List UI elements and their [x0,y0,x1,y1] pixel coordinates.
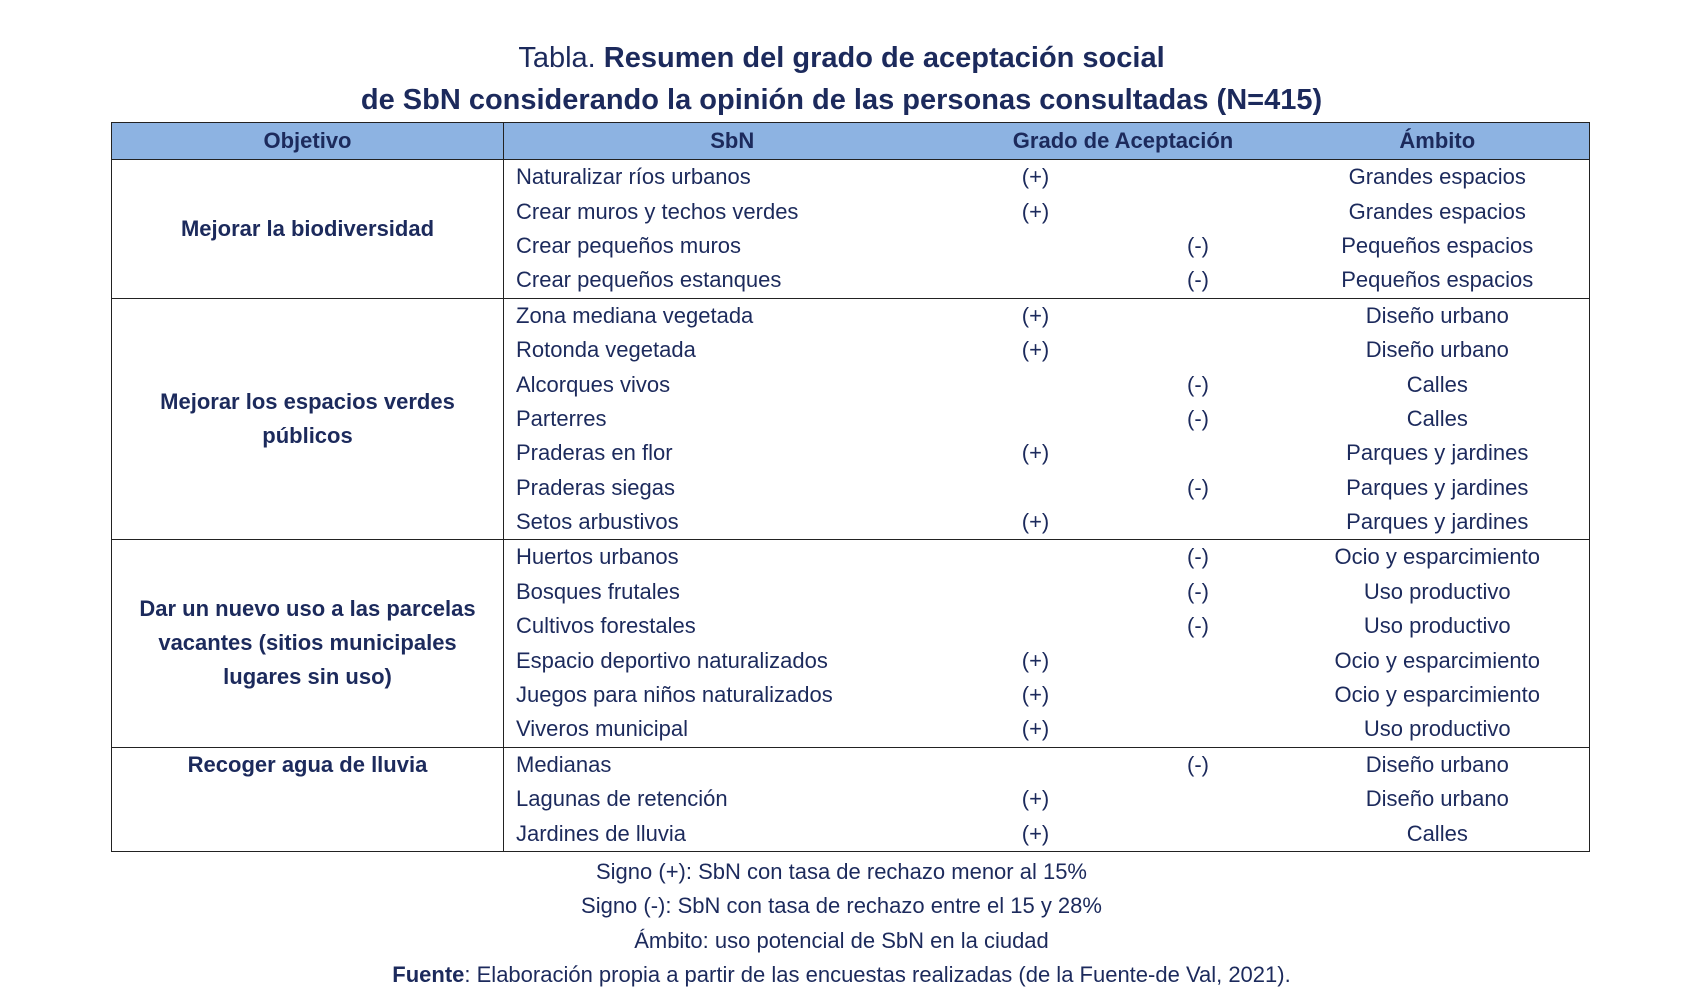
ambito-cell: Ocio y esparcimiento [1286,678,1590,712]
plus-cell [961,540,1111,575]
plus-cell: (+) [1021,647,1050,673]
title-bold-line1: Resumen del grado de aceptación social [603,42,1165,74]
sbn-cell: Espacio deportivo naturalizados [516,647,828,673]
note-plus: Signo (+): SbN con tasa de rechazo menor al 15% [596,859,1087,884]
sbn-cell: Viveros municipal [504,712,961,747]
minus-cell [1111,678,1286,712]
sbn-cell: Crear pequeños muros [516,232,742,258]
ambito-cell: Parques y jardines [1286,436,1590,470]
minus-cell: (-) [1187,232,1209,258]
table-title-line2 [0,80,1683,120]
plus-cell: (+) [1021,682,1050,708]
plus-cell: (+) [1021,198,1050,224]
sbn-cell: Parterres [516,405,607,431]
sbn-cell: Cultivos forestales [516,613,696,639]
ambito-cell: Calles [1286,367,1590,401]
minus-cell: (-) [1187,474,1209,500]
objetivo-cell: Mejorar los espacios verdes públicos [112,298,504,540]
minus-cell: (-) [1187,371,1209,397]
plus-cell: (+) [961,505,1111,540]
source-text: : Elaboración propia a partir de las encuestas realizadas (de la Fuente-de Val, 2021). [464,962,1291,988]
plus-cell: (+) [961,160,1111,195]
source-label: Fuente [392,962,465,988]
minus-cell [1111,712,1286,747]
minus-cell: (-) [1187,405,1209,431]
plus-cell: (+) [961,712,1111,747]
minus-cell: (-) [1187,613,1209,639]
sbn-cell: Crear muros y techos verdes [516,198,799,224]
ambito-cell: Calles [1286,402,1590,436]
title-bold-line2: de SbN considerando la opinión de las personas consultadas (N=415) [360,84,1323,116]
ambito-cell: Ocio y esparcimiento [1286,643,1590,677]
sbn-cell: Zona mediana vegetada [504,298,961,333]
sbn-cell: Alcorques vivos [516,371,671,397]
ambito-cell: Parques y jardines [1286,471,1590,505]
table-row [112,540,1590,575]
objetivo-cell: Recoger agua de lluvia [112,747,504,851]
ambito-cell: Grandes espacios [1286,160,1590,195]
plus-cell: (+) [961,298,1111,333]
plus-cell [961,471,1111,505]
sbn-cell: Lagunas de retención [516,786,728,812]
sbn-cell: Rotonda vegetada [516,337,696,363]
plus-cell: (+) [1021,337,1050,363]
objetivo-cell: Mejorar la biodiversidad [112,160,504,299]
plus-cell [961,747,1111,782]
minus-cell: (-) [1111,263,1286,298]
header-ambito: Ámbito [1286,123,1590,160]
ambito-cell: Pequeños espacios [1286,263,1590,298]
title-prefix: Tabla. [518,42,596,74]
sbn-cell: Huertos urbanos [504,540,961,575]
minus-cell [1111,333,1286,367]
sbn-cell: Setos arbustivos [504,505,961,540]
minus-cell [1111,194,1286,228]
minus-cell [1111,298,1286,333]
sbn-cell: Crear pequeños estanques [504,263,961,298]
ambito-cell: Diseño urbano [1286,333,1590,367]
minus-cell [1111,436,1286,470]
plus-cell [961,263,1111,298]
table-header-row [112,123,1590,160]
table-title-line1 [0,38,1683,78]
plus-cell [961,367,1111,401]
plus-cell: (+) [1021,786,1050,812]
table-row [112,747,1590,782]
sbn-cell: Medianas [504,747,961,782]
minus-cell: (-) [1187,578,1209,604]
plus-cell [961,229,1111,263]
table-row [112,298,1590,333]
table-notes [0,855,1683,993]
sbn-cell: Praderas siegas [516,474,675,500]
sbn-cell: Naturalizar ríos urbanos [504,160,961,195]
minus-cell: (-) [1111,540,1286,575]
plus-cell [961,402,1111,436]
note-ambito: Ámbito: uso potencial de SbN en la ciudad [634,927,1049,953]
ambito-cell: Diseño urbano [1286,747,1590,782]
minus-cell [1111,505,1286,540]
ambito-cell: Uso productivo [1286,609,1590,643]
note-minus: Signo (-): SbN con tasa de rechazo entre el 15 y 28% [581,893,1102,919]
sbn-cell: Praderas en flor [516,440,673,466]
minus-cell [1111,782,1286,816]
ambito-cell: Uso productivo [1286,575,1590,609]
header-grado: Grado de Aceptación [961,123,1286,160]
ambito-cell: Grandes espacios [1286,194,1590,228]
ambito-cell: Parques y jardines [1286,505,1590,540]
plus-cell [961,609,1111,643]
minus-cell: (-) [1111,747,1286,782]
minus-cell [1111,816,1286,851]
header-objetivo: Objetivo [112,123,504,160]
ambito-cell: Diseño urbano [1286,298,1590,333]
ambito-cell: Diseño urbano [1286,782,1590,816]
ambito-cell: Uso productivo [1286,712,1590,747]
sbn-cell: Jardines de lluvia [504,816,961,851]
minus-cell [1111,643,1286,677]
acceptance-table [111,122,1590,852]
sbn-cell: Bosques frutales [516,578,680,604]
table-row [112,160,1590,195]
minus-cell [1111,160,1286,195]
ambito-cell: Calles [1286,816,1590,851]
header-sbn: SbN [504,123,961,160]
ambito-cell: Pequeños espacios [1286,229,1590,263]
plus-cell [961,575,1111,609]
plus-cell: (+) [961,816,1111,851]
ambito-cell: Ocio y esparcimiento [1286,540,1590,575]
sbn-cell: Juegos para niños naturalizados [516,682,833,708]
plus-cell: (+) [1021,440,1050,466]
objetivo-cell: Dar un nuevo uso a las parcelas vacantes (sitios municipales lugares sin uso) [112,540,504,747]
note-source [0,958,1683,992]
